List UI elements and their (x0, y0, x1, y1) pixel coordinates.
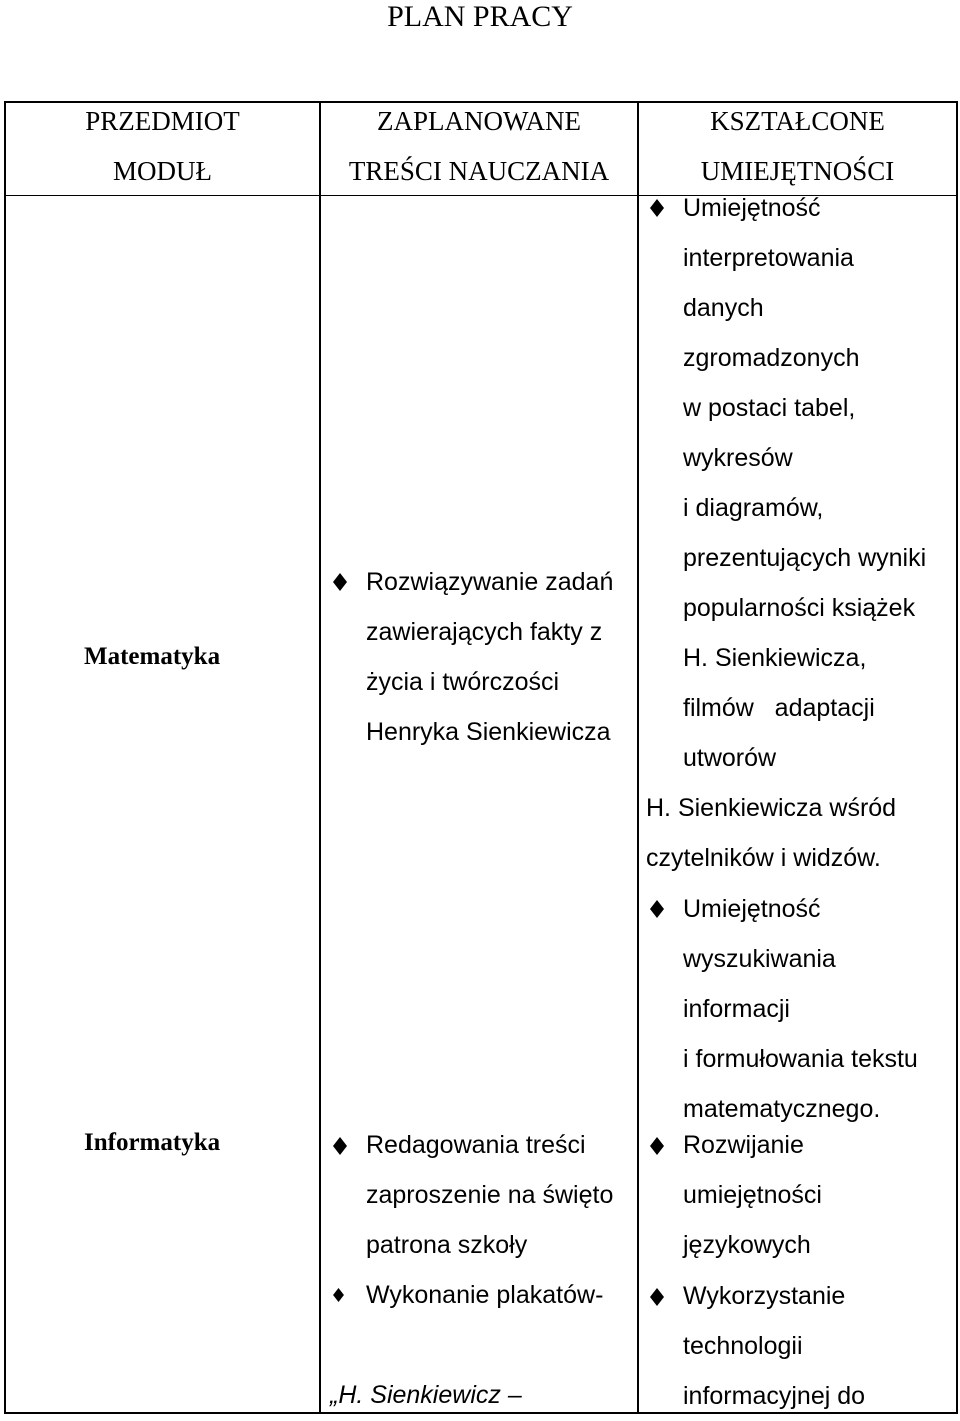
subject-matematyka: Matematyka (84, 643, 221, 670)
diamond-bullet-icon (650, 900, 664, 918)
column-divider-2 (637, 101, 639, 1414)
list-item: wykresów (683, 444, 793, 472)
header-skills-line2: UMIEJĘTNOŚCI (700, 156, 895, 186)
list-item: Umiejętność (683, 895, 821, 923)
list-item: filmów adaptacji (683, 694, 875, 722)
list-item: zgromadzonych (683, 344, 860, 372)
list-item: zawierających fakty z (366, 618, 603, 646)
list-item: i formułowania tekstu (683, 1045, 918, 1073)
list-item: Redagowania treści (366, 1131, 586, 1159)
list-item: patrona szkoły (366, 1231, 528, 1259)
header-subject (6, 96, 319, 196)
header-subject-line2: MODUŁ (113, 156, 212, 186)
info-content-list-2 (366, 1270, 603, 1320)
subject-informatyka: Informatyka (84, 1129, 221, 1156)
diamond-bullet-icon (333, 1137, 347, 1155)
math-content-list (366, 570, 613, 770)
column-divider-1 (319, 101, 321, 1414)
list-item: Wykorzystanie (683, 1282, 846, 1310)
list-item: danych (683, 294, 764, 322)
header-content-line1: ZAPLANOWANE (377, 106, 581, 136)
diamond-bullet-icon (650, 199, 664, 217)
list-item: H. Sienkiewicza, (683, 644, 867, 672)
list-item: interpretowania (683, 244, 854, 272)
header-subject-line1: PRZEDMIOT (85, 106, 240, 136)
list-item: „H. Sienkiewicz – (330, 1381, 522, 1409)
list-item: Rozwijanie (683, 1131, 804, 1159)
diamond-bullet-icon (333, 1288, 344, 1302)
list-item: utworów (683, 744, 777, 772)
list-item: informacyjnej do (683, 1382, 866, 1410)
list-item: i diagramów, (683, 494, 824, 522)
list-item: zaproszenie na święto (366, 1181, 614, 1209)
list-item: informacji (683, 995, 790, 1023)
table-border-right (956, 101, 958, 1414)
list-item: H. Sienkiewicza wśród (646, 794, 897, 822)
header-content-line2: TREŚCI NAUCZANIA (348, 156, 610, 186)
list-item: Rozwiązywanie zadań (366, 568, 614, 596)
header-content (321, 96, 637, 196)
math-skills-list-2 (683, 884, 918, 1134)
info-content-list-2-cont (330, 1370, 522, 1420)
diamond-bullet-icon (650, 1288, 664, 1306)
list-item: w postaci tabel, (683, 394, 856, 422)
list-item: technologii (683, 1332, 803, 1360)
list-item: matematycznego. (683, 1095, 881, 1123)
list-item: czytelników i widzów. (646, 844, 881, 872)
math-skills-list-1-cont (646, 783, 896, 883)
header-skills (639, 96, 956, 196)
header-skills-line1: KSZTAŁCONE (710, 106, 885, 136)
list-item: Umiejętność (683, 194, 821, 222)
list-item: wyszukiwania (683, 945, 836, 973)
info-skills-list-2 (683, 1271, 865, 1421)
page-title: PLAN PRACY (387, 0, 573, 33)
list-item: językowych (683, 1231, 811, 1259)
info-content-list-1 (366, 1120, 613, 1270)
list-item: prezentujących wyniki (683, 544, 927, 572)
math-skills-list-1 (683, 183, 926, 783)
diamond-bullet-icon (650, 1137, 664, 1155)
list-item: Wykonanie plakatów- (366, 1281, 604, 1309)
list-item: popularności książek (683, 594, 916, 622)
list-item: życia i twórczości (366, 668, 560, 696)
diamond-bullet-icon (333, 573, 347, 591)
table-border-left (4, 101, 6, 1414)
info-skills-list-1 (683, 1120, 822, 1270)
list-item: umiejętności (683, 1181, 822, 1209)
list-item: Henryka Sienkiewicza (366, 718, 611, 746)
